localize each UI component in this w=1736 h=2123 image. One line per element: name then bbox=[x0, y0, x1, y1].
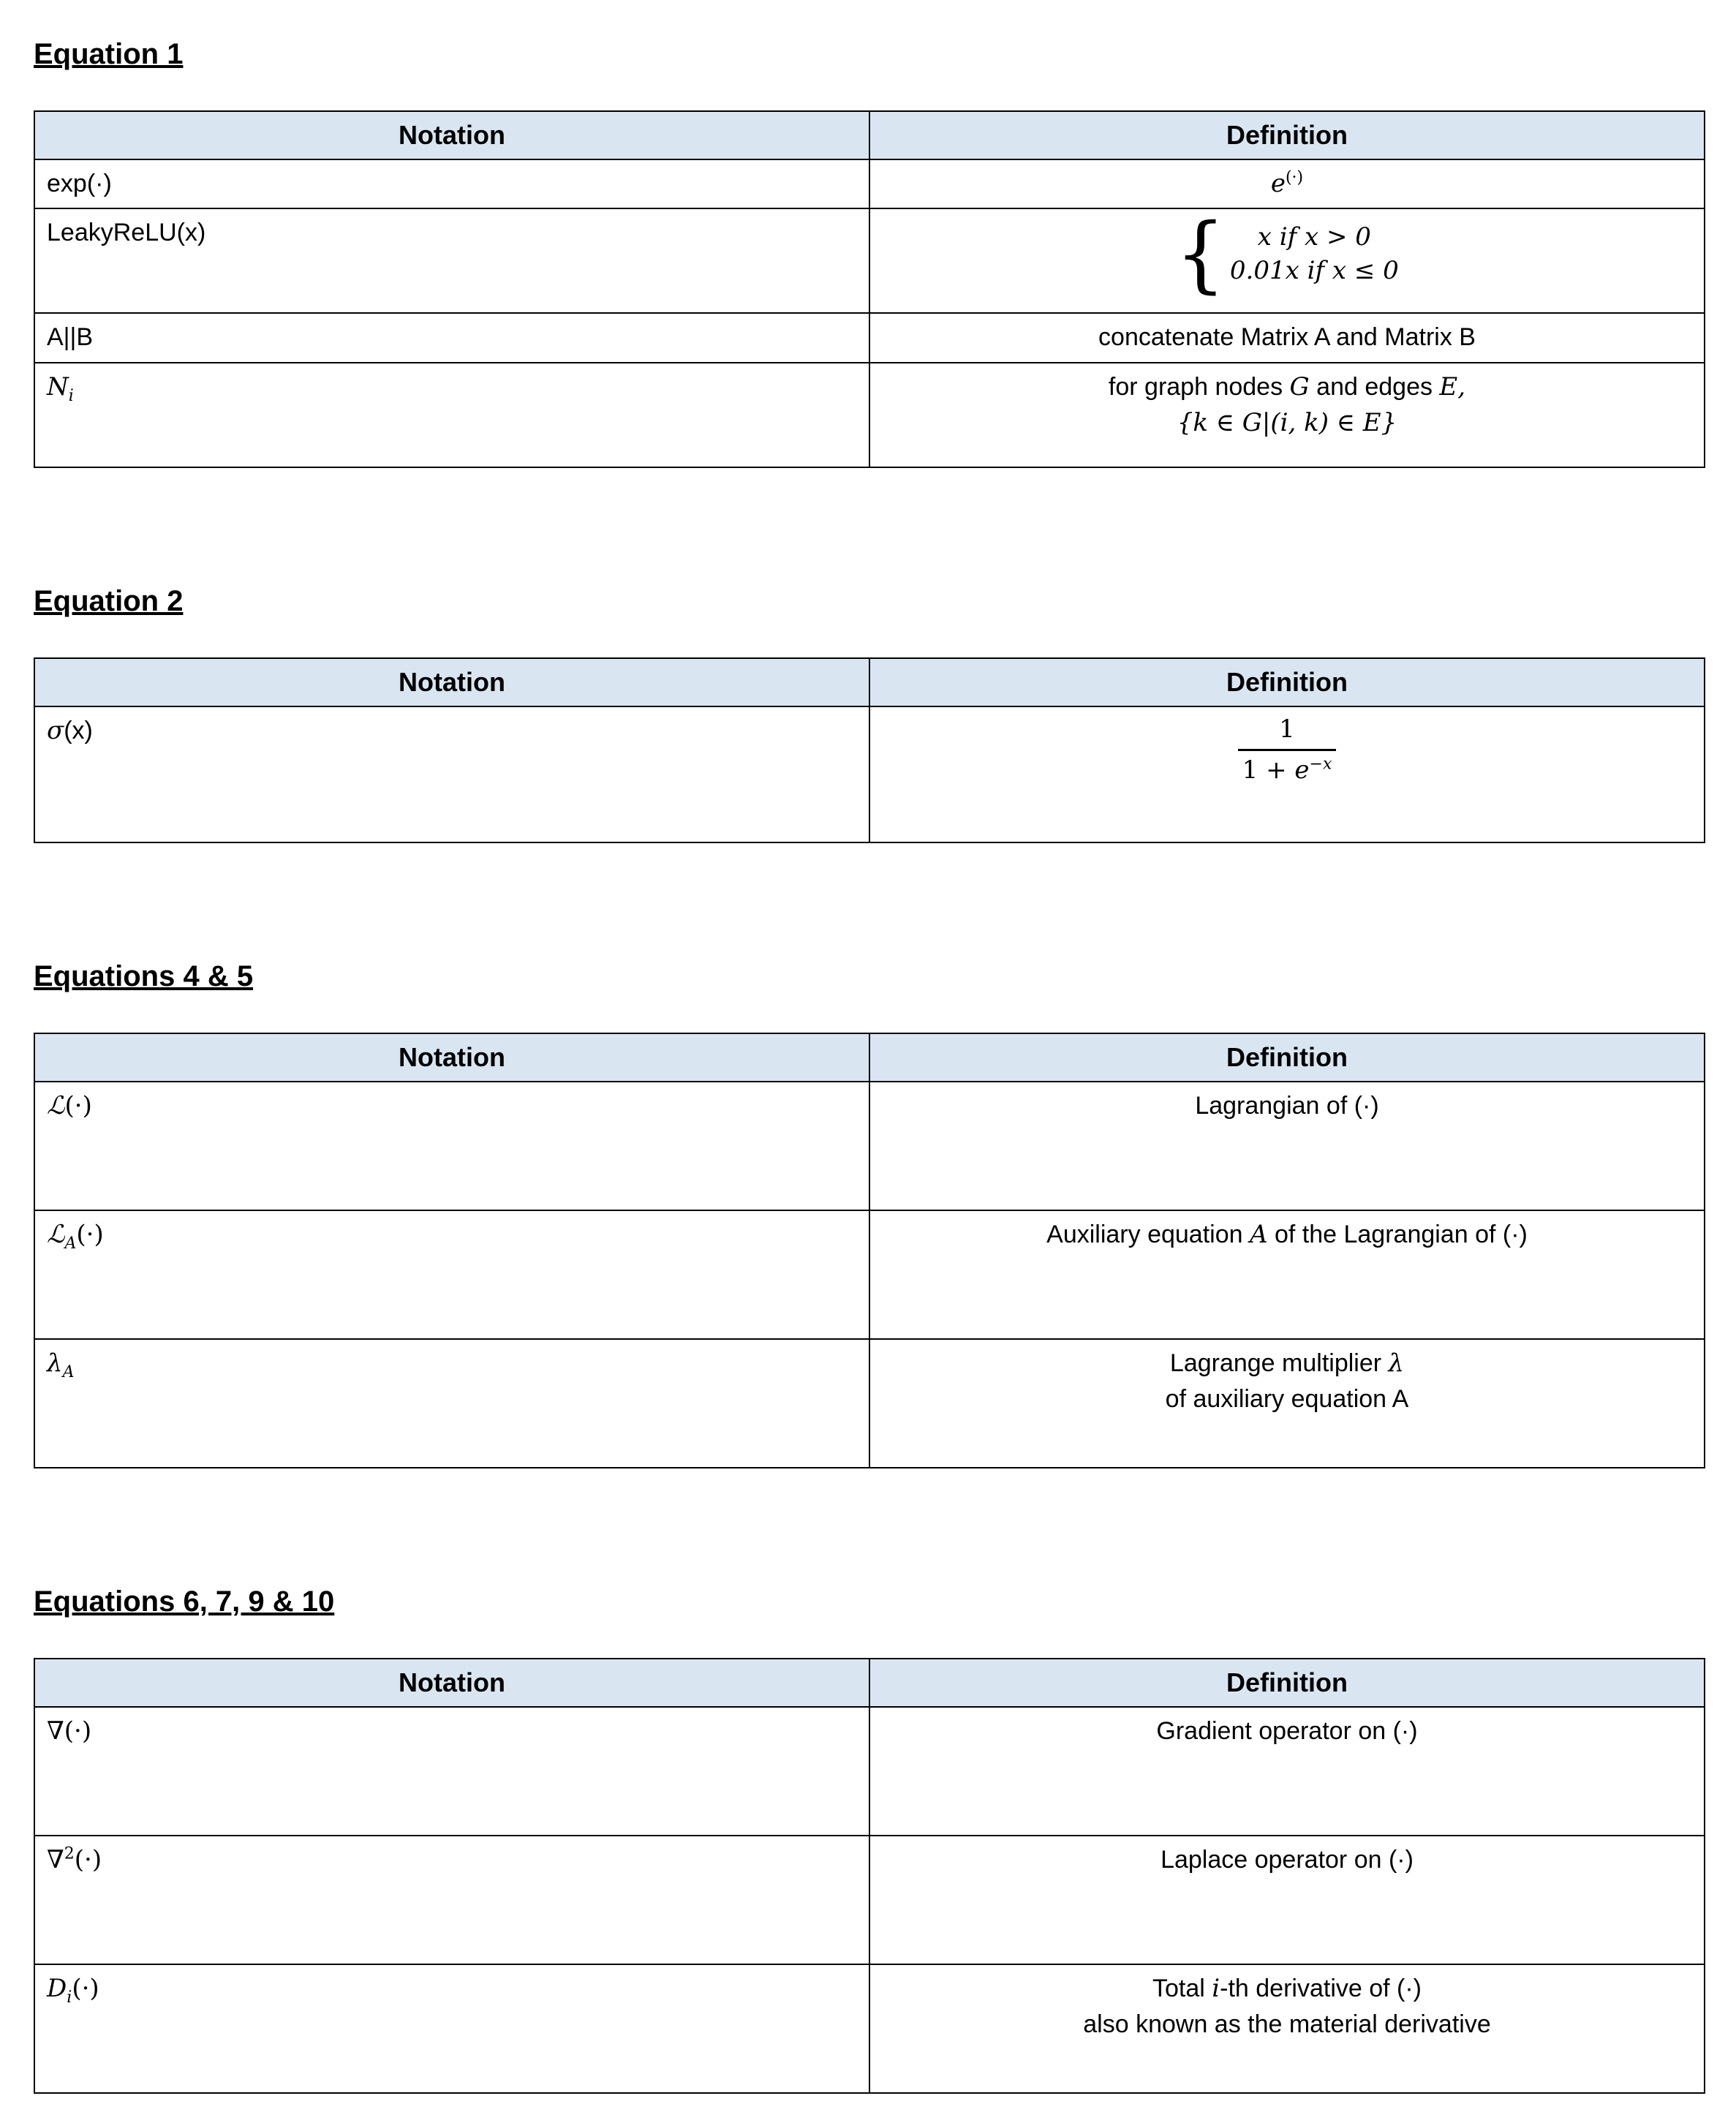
definition-cell bbox=[869, 1964, 1705, 2093]
notation-cell bbox=[34, 1707, 869, 1836]
notation-symbol: D bbox=[47, 1973, 67, 2003]
notation-table-equation-2 bbox=[34, 657, 1705, 843]
definition-text: -th derivative of (·) bbox=[1220, 1974, 1422, 2002]
notation-text: (·) bbox=[64, 1090, 92, 1120]
definition-text: Auxiliary equation bbox=[1046, 1220, 1250, 1248]
notation-text: (·) bbox=[74, 1844, 102, 1874]
notation-cell bbox=[34, 1836, 869, 1964]
notation-text: (·) bbox=[64, 1716, 92, 1746]
table-header-row bbox=[34, 1659, 1705, 1707]
notation-cell bbox=[34, 363, 869, 467]
math-superscript: (·) bbox=[1285, 168, 1304, 187]
left-brace: { bbox=[1175, 206, 1226, 303]
math-variable-i: i bbox=[1212, 1973, 1220, 2003]
definition-text: concatenate Matrix A and Matrix B bbox=[1098, 323, 1476, 352]
piecewise-lines bbox=[1230, 221, 1399, 288]
notation-text: (·) bbox=[72, 1973, 99, 2003]
notation-column-header: Notation bbox=[34, 111, 869, 159]
definition-text: Lagrangian of (·) bbox=[1195, 1091, 1379, 1120]
table-header-row bbox=[34, 1033, 1705, 1082]
table-header-row bbox=[34, 658, 1705, 706]
definition-cell bbox=[869, 1836, 1705, 1964]
definition-column-header: Definition bbox=[869, 658, 1705, 706]
notation-table-equations-6-7-9-10 bbox=[34, 1658, 1705, 2094]
nabla-symbol: ∇ bbox=[47, 1716, 64, 1746]
section-heading-equation-1: Equation 1 bbox=[34, 38, 184, 70]
table-row-lagrangian bbox=[34, 1082, 1705, 1210]
notation-table-equations-4-5 bbox=[34, 1033, 1705, 1468]
math-set-expression: {k ∈ G|(i, k) ∈ E} bbox=[1177, 407, 1397, 437]
definition-line-1 bbox=[882, 369, 1692, 405]
notation-subscript: i bbox=[67, 1988, 72, 2007]
denominator-text: 1 + bbox=[1242, 755, 1295, 785]
definition-text: Lagrange multiplier bbox=[1169, 1349, 1389, 1377]
definition-cell bbox=[869, 1210, 1705, 1339]
definition-text: and edges bbox=[1309, 372, 1440, 401]
definition-text: Gradient operator on (·) bbox=[1156, 1716, 1418, 1745]
definition-line-2 bbox=[882, 405, 1692, 441]
section-equation-2 bbox=[34, 585, 1705, 843]
piecewise-expression bbox=[1175, 206, 1399, 303]
notation-cell bbox=[34, 1082, 869, 1210]
notation-subscript: i bbox=[68, 386, 74, 405]
notation-text: LeakyReLU(x) bbox=[47, 219, 206, 247]
notation-column-header: Notation bbox=[34, 658, 869, 706]
definition-cell bbox=[869, 706, 1705, 842]
table-row-laplace bbox=[34, 1836, 1705, 1964]
notation-cell bbox=[34, 159, 869, 208]
definition-line-2 bbox=[882, 2007, 1692, 2043]
notation-cell bbox=[34, 1339, 869, 1468]
math-lambda: λ bbox=[1388, 1348, 1405, 1378]
definition-cell bbox=[869, 363, 1705, 467]
notation-symbol: ℒ bbox=[47, 1090, 65, 1120]
notation-symbol: λ bbox=[47, 1348, 63, 1378]
table-row-exp bbox=[34, 159, 1705, 208]
table-row-concatenate bbox=[34, 313, 1705, 362]
table-row-lagrange-multiplier bbox=[34, 1339, 1705, 1468]
notation-symbol: σ bbox=[47, 715, 64, 745]
notation-text: A||B bbox=[47, 323, 94, 352]
table-row-total-derivative bbox=[34, 1964, 1705, 2093]
definition-text: for graph nodes bbox=[1108, 372, 1290, 401]
definition-text: also known as the material derivative bbox=[1083, 2010, 1491, 2038]
table-row-sigmoid bbox=[34, 706, 1705, 842]
notation-text: exp(·) bbox=[47, 170, 112, 197]
definition-text: of the Lagrangian of (·) bbox=[1267, 1220, 1528, 1248]
notation-cell bbox=[34, 313, 869, 362]
math-superscript: −x bbox=[1309, 755, 1332, 774]
fraction-numerator: 1 bbox=[1238, 716, 1337, 751]
table-row-leakyrelu bbox=[34, 208, 1705, 313]
notation-table-equation-1 bbox=[34, 110, 1705, 468]
piecewise-line-2: 0.01x if x ≤ 0 bbox=[1229, 256, 1399, 286]
section-equations-4-5 bbox=[34, 960, 1705, 1468]
definition-text: of auxiliary equation A bbox=[1165, 1384, 1409, 1413]
table-row-auxiliary-lagrangian bbox=[34, 1210, 1705, 1339]
math-variable-e: E, bbox=[1439, 372, 1466, 401]
section-heading-equations-6-7-9-10: Equations 6, 7, 9 & 10 bbox=[34, 1585, 335, 1618]
fraction bbox=[1238, 716, 1337, 785]
section-equations-6-7-9-10 bbox=[34, 1585, 1705, 2094]
definition-line-2 bbox=[882, 1381, 1692, 1417]
notation-cell bbox=[34, 1964, 869, 2093]
notation-symbol: ℒ bbox=[47, 1219, 65, 1249]
math-variable-a: A bbox=[1249, 1219, 1268, 1249]
definition-column-header: Definition bbox=[869, 1033, 1705, 1082]
math-variable-g: G bbox=[1289, 372, 1310, 401]
definition-column-header: Definition bbox=[869, 1659, 1705, 1707]
notation-cell bbox=[34, 208, 869, 313]
definition-cell bbox=[869, 159, 1705, 208]
piecewise-line-1: x if x > 0 bbox=[1257, 222, 1371, 252]
notation-column-header: Notation bbox=[34, 1033, 869, 1082]
notation-symbol: N bbox=[47, 372, 69, 401]
definition-line-1 bbox=[882, 1971, 1692, 2007]
definition-cell bbox=[869, 1339, 1705, 1468]
definition-cell bbox=[869, 313, 1705, 362]
table-header-row bbox=[34, 111, 1705, 159]
fraction-denominator bbox=[1238, 751, 1337, 784]
notation-cell bbox=[34, 706, 869, 842]
math-base: e bbox=[1270, 169, 1286, 198]
notation-cell bbox=[34, 1210, 869, 1339]
definition-text: Laplace operator on (·) bbox=[1161, 1845, 1414, 1874]
definition-column-header: Definition bbox=[869, 111, 1705, 159]
document-page bbox=[34, 38, 1705, 2094]
notation-subscript: A bbox=[62, 1362, 75, 1381]
notation-subscript: A bbox=[64, 1234, 77, 1253]
section-heading-equations-4-5: Equations 4 & 5 bbox=[34, 959, 254, 992]
definition-cell bbox=[869, 1082, 1705, 1210]
definition-cell bbox=[869, 208, 1705, 313]
table-row-gradient bbox=[34, 1707, 1705, 1836]
notation-column-header: Notation bbox=[34, 1659, 869, 1707]
table-row-neighborhood bbox=[34, 363, 1705, 467]
notation-text: (·) bbox=[76, 1219, 104, 1249]
notation-text: (x) bbox=[64, 716, 93, 744]
notation-superscript: 2 bbox=[64, 1844, 75, 1863]
definition-text: Total bbox=[1152, 1974, 1212, 2002]
math-e: e bbox=[1294, 755, 1310, 785]
definition-cell bbox=[869, 1707, 1705, 1836]
nabla-symbol: ∇ bbox=[47, 1844, 64, 1874]
definition-line-1 bbox=[882, 1346, 1692, 1381]
section-equation-1 bbox=[34, 38, 1705, 468]
section-heading-equation-2: Equation 2 bbox=[34, 584, 184, 617]
